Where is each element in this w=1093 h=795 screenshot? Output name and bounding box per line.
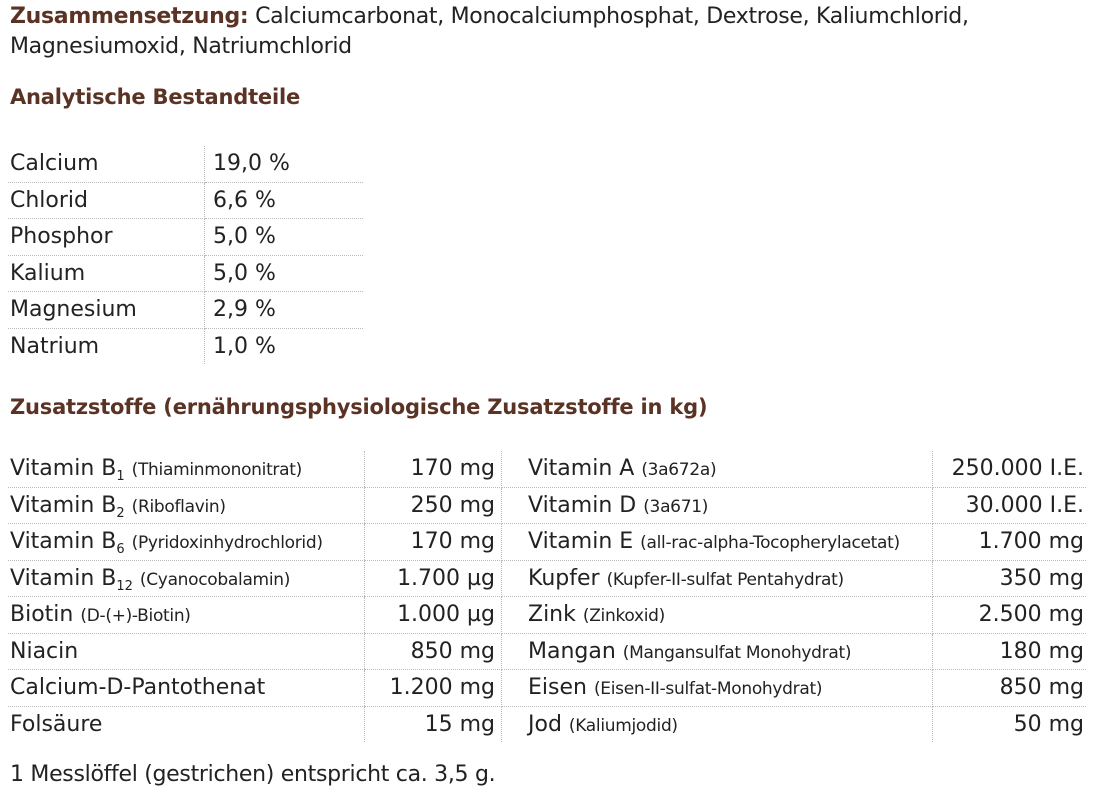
additive-source: (Kaliumjodid) xyxy=(568,715,678,736)
additive-name xyxy=(502,670,933,707)
additive-source: (Riboflavin) xyxy=(131,496,226,517)
additive-value: 1.000 µg xyxy=(365,597,502,634)
additive-value: 250 mg xyxy=(365,487,502,524)
analytic-value: 5,0 % xyxy=(205,255,364,292)
analytic-row xyxy=(8,219,363,256)
additive-name xyxy=(502,560,933,597)
additive-name xyxy=(502,487,933,524)
additives-heading: Zusatzstoffe (ernährungsphysiologische Zusatzstoffe in kg) xyxy=(10,395,708,419)
additive-value: 15 mg xyxy=(365,706,502,742)
additive-name xyxy=(502,451,933,487)
additives-table xyxy=(8,451,1086,742)
additive-subscript: 2 xyxy=(116,505,125,521)
analytic-value: 5,0 % xyxy=(205,219,364,256)
analytic-name: Calcium xyxy=(8,146,205,182)
additive-source: (3a672a) xyxy=(641,460,717,481)
additive-name-main: Calcium-D-Pantothenat xyxy=(10,675,266,701)
additive-row xyxy=(8,706,1086,742)
footnote: 1 Messlöffel (gestrichen) entspricht ca. 3,5 g. xyxy=(10,762,496,787)
analytic-name: Chlorid xyxy=(8,182,205,219)
additive-value: 1.700 mg xyxy=(933,524,1087,561)
additive-row xyxy=(8,670,1086,707)
additive-value: 250.000 I.E. xyxy=(933,451,1087,487)
additive-subscript: 12 xyxy=(116,578,133,594)
additive-source: (Thiaminmononitrat) xyxy=(131,460,302,481)
additive-row xyxy=(8,597,1086,634)
additive-value: 350 mg xyxy=(933,560,1087,597)
additive-name xyxy=(8,451,365,487)
additive-source: (3a671) xyxy=(643,496,709,517)
additive-name xyxy=(502,524,933,561)
additive-name xyxy=(8,597,365,634)
composition-text xyxy=(10,2,1080,62)
additive-row xyxy=(8,560,1086,597)
analytic-name: Natrium xyxy=(8,328,205,364)
analytic-row xyxy=(8,255,363,292)
additive-name xyxy=(502,597,933,634)
composition-label: Zusammensetzung: xyxy=(10,4,249,29)
additive-name-main: Vitamin B xyxy=(10,456,117,482)
additive-source: (D-(+)-Biotin) xyxy=(80,606,191,627)
additive-value: 30.000 I.E. xyxy=(933,487,1087,524)
additive-source: (Mangansulfat Monohydrat) xyxy=(622,642,852,663)
additive-value: 180 mg xyxy=(933,633,1087,670)
additive-name-main: Zink xyxy=(528,602,576,628)
additive-source: (Zinkoxid) xyxy=(582,606,665,627)
analytic-name: Phosphor xyxy=(8,219,205,256)
additive-subscript: 1 xyxy=(116,469,125,485)
additive-source: (Cyanocobalamin) xyxy=(139,569,291,590)
analytic-row xyxy=(8,182,363,219)
analytic-value: 6,6 % xyxy=(205,182,364,219)
additive-value: 170 mg xyxy=(365,451,502,487)
additive-name-main: Vitamin B xyxy=(10,492,117,518)
additive-name-main: Vitamin B xyxy=(10,529,117,555)
analytic-row xyxy=(8,328,363,364)
additive-source: (Eisen-II-sulfat-Monohydrat) xyxy=(593,679,823,700)
additive-source: (all-rac-alpha-Tocopherylacetat) xyxy=(640,533,900,554)
additive-name xyxy=(8,706,365,742)
additive-name-main: Folsäure xyxy=(10,711,103,737)
analytic-name: Kalium xyxy=(8,255,205,292)
analytic-row xyxy=(8,146,363,182)
additive-value: 1.700 µg xyxy=(365,560,502,597)
additive-name-main: Vitamin B xyxy=(10,565,117,591)
additive-value: 2.500 mg xyxy=(933,597,1087,634)
additive-name xyxy=(8,560,365,597)
analytic-value: 2,9 % xyxy=(205,292,364,329)
additive-name xyxy=(8,633,365,670)
analytic-value: 1,0 % xyxy=(213,333,276,359)
additive-name-main: Vitamin D xyxy=(528,492,637,518)
additive-row xyxy=(8,633,1086,670)
additive-name-main: Vitamin A xyxy=(528,456,635,482)
analytic-heading: Analytische Bestandteile xyxy=(10,85,301,109)
additive-name xyxy=(502,633,933,670)
additive-name-main: Kupfer xyxy=(528,565,600,591)
additive-name xyxy=(8,487,365,524)
additive-name xyxy=(502,706,933,742)
analytic-name: Magnesium xyxy=(8,292,205,329)
additive-name-main: Jod xyxy=(528,711,562,737)
additive-row xyxy=(8,487,1086,524)
additive-source: (Kupfer-II-sulfat Pentahydrat) xyxy=(606,569,844,590)
additive-source: (Pyridoxinhydrochlorid) xyxy=(131,533,323,554)
additive-value: 850 mg xyxy=(365,633,502,670)
analytic-row xyxy=(8,292,363,329)
additive-name-main: Eisen xyxy=(528,675,587,701)
additive-value: 50 mg xyxy=(1013,711,1084,737)
additive-value: 1.200 mg xyxy=(365,670,502,707)
additive-value: 170 mg xyxy=(365,524,502,561)
additive-name-main: Mangan xyxy=(528,638,616,664)
additive-name-main: Niacin xyxy=(10,638,79,664)
additive-name xyxy=(8,670,365,707)
composition-ingredients: Calciumcarbonat, Monocalciumphosphat, Dextrose, Kaliumchlorid, Magnesiumoxid, Natriumchlorid xyxy=(10,4,969,59)
additive-value: 850 mg xyxy=(933,670,1087,707)
additive-row xyxy=(8,524,1086,561)
analytic-value: 19,0 % xyxy=(205,146,364,182)
additive-row xyxy=(8,451,1086,487)
additive-subscript: 6 xyxy=(116,542,125,558)
additive-name-main: Biotin xyxy=(10,602,74,628)
analytic-table xyxy=(8,146,363,364)
additive-name xyxy=(8,524,365,561)
additive-name-main: Vitamin E xyxy=(528,529,634,555)
